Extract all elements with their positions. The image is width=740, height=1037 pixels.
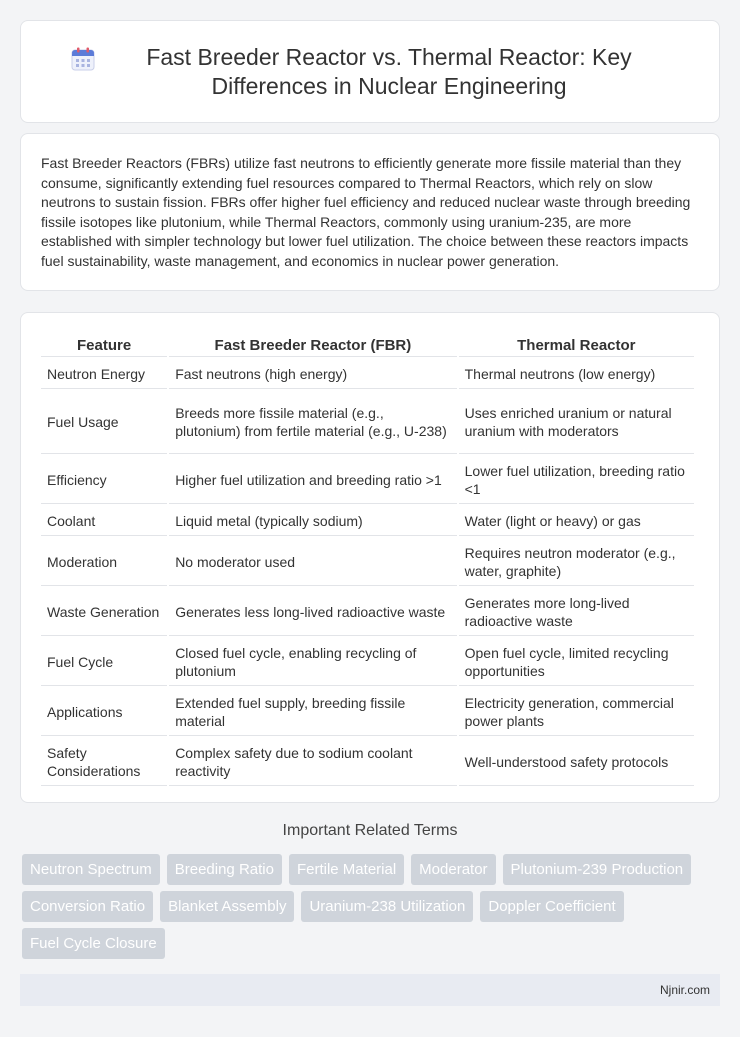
fbr-cell: Complex safety due to sodium coolant reactivity: [169, 738, 456, 786]
table-row: [41, 638, 694, 686]
fbr-cell: No moderator used: [169, 538, 456, 586]
fbr-cell: Liquid metal (typically sodium): [169, 506, 456, 536]
intro-paragraph: Fast Breeder Reactors (FBRs) utilize fast neutrons to efficiently generate more fissile material than they consume, significantly extending fuel resources compared to Thermal Reactors, which rely on slow neutrons to sustain fission. FBRs offer higher fuel efficiency and reduced nuclear waste through breeding fissile isotopes like plutonium, while Thermal Reactors, commonly using uranium-235, are more established with simpler technology but lower fuel utilization. The choice between these reactors impacts fuel sustainability, waste management, and economics in nuclear power generation.: [41, 155, 691, 269]
table-row: [41, 538, 694, 586]
thermal-cell: Water (light or heavy) or gas: [459, 506, 694, 536]
thermal-cell: Uses enriched uranium or natural uranium with moderators: [459, 391, 694, 454]
fbr-cell: Closed fuel cycle, enabling recycling of plutonium: [169, 638, 456, 686]
term-tag[interactable]: Blanket Assembly: [160, 891, 294, 922]
thermal-cell: Electricity generation, commercial power plants: [459, 688, 694, 736]
term-tag[interactable]: Moderator: [411, 854, 495, 885]
calendar-icon: [70, 46, 96, 72]
comparison-table: [39, 331, 696, 788]
table-row: [41, 688, 694, 736]
term-tag[interactable]: Doppler Coefficient: [480, 891, 623, 922]
fbr-cell: Higher fuel utilization and breeding ratio >1: [169, 456, 456, 504]
table-row: [41, 738, 694, 786]
feature-cell: Safety Considerations: [41, 738, 167, 786]
table-row: [41, 506, 694, 536]
feature-cell: Efficiency: [41, 456, 167, 504]
fbr-cell: Fast neutrons (high energy): [169, 359, 456, 389]
table-row: [41, 391, 694, 454]
title-card: [20, 20, 720, 123]
page-title: Fast Breeder Reactor vs. Thermal Reactor: Key Differences in Nuclear Engineering: [146, 43, 632, 99]
thermal-cell: Lower fuel utilization, breeding ratio <1: [459, 456, 694, 504]
term-tag[interactable]: Plutonium-239 Production: [503, 854, 692, 885]
term-tag[interactable]: Uranium-238 Utilization: [301, 891, 473, 922]
thermal-cell: Open fuel cycle, limited recycling opportunities: [459, 638, 694, 686]
term-tag[interactable]: Neutron Spectrum: [22, 854, 160, 885]
related-terms-list: [22, 854, 722, 965]
thermal-cell: Well-understood safety protocols: [459, 738, 694, 786]
table-row: [41, 588, 694, 636]
table-row: [41, 456, 694, 504]
feature-cell: Waste Generation: [41, 588, 167, 636]
term-tag[interactable]: Conversion Ratio: [22, 891, 153, 922]
fbr-cell: Extended fuel supply, breeding fissile material: [169, 688, 456, 736]
term-tag[interactable]: Fertile Material: [289, 854, 404, 885]
header-fbr: Fast Breeder Reactor (FBR): [169, 333, 456, 357]
feature-cell: Applications: [41, 688, 167, 736]
term-tag[interactable]: Fuel Cycle Closure: [22, 928, 165, 959]
feature-cell: Coolant: [41, 506, 167, 536]
header-feature: Feature: [41, 333, 167, 357]
thermal-cell: Requires neutron moderator (e.g., water, graphite): [459, 538, 694, 586]
related-terms-heading: Important Related Terms: [282, 822, 458, 839]
term-tag[interactable]: Breeding Ratio: [167, 854, 282, 885]
thermal-cell: Thermal neutrons (low energy): [459, 359, 694, 389]
table-row: [41, 359, 694, 389]
feature-cell: Neutron Energy: [41, 359, 167, 389]
footer: [20, 974, 720, 1006]
fbr-cell: Generates less long-lived radioactive waste: [169, 588, 456, 636]
thermal-cell: Generates more long-lived radioactive waste: [459, 588, 694, 636]
fbr-cell: Breeds more fissile material (e.g., plutonium) from fertile material (e.g., U-238): [169, 391, 456, 454]
comparison-card: [20, 312, 720, 803]
feature-cell: Moderation: [41, 538, 167, 586]
header-thermal: Thermal Reactor: [459, 333, 694, 357]
feature-cell: Fuel Usage: [41, 391, 167, 454]
footer-site-link[interactable]: Njnir.com: [659, 983, 710, 997]
intro-card: [20, 133, 720, 291]
table-header-row: [41, 333, 694, 357]
feature-cell: Fuel Cycle: [41, 638, 167, 686]
